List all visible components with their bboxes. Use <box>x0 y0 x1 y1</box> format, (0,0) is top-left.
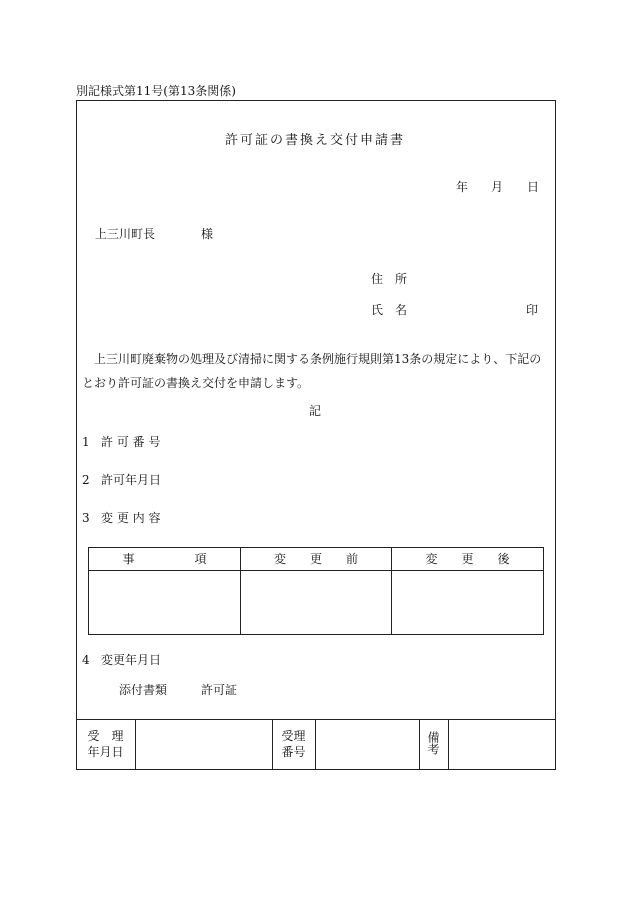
change-table-cell-after[interactable] <box>392 571 543 634</box>
seal-mark: 印 <box>526 303 539 317</box>
attachment-label: 添付書類 <box>119 683 168 697</box>
item-1-label: 許 可 番 号 <box>101 435 161 449</box>
receipt-date-label-line1: 受 理 <box>87 729 124 743</box>
item-3-label: 変 更 内 容 <box>101 511 161 525</box>
receipt-number-label-line2: 番号 <box>281 745 306 759</box>
footer-divider-2 <box>272 719 273 770</box>
date-month-label: 月 <box>491 180 504 194</box>
body-paragraph: 上三川町廃棄物の処理及び清掃に関する条例施行規則第13条の規定により、下記のとおり許可証の書換え交付を申請します。 <box>82 352 542 390</box>
recipient-honorific: 様 <box>201 227 214 241</box>
receipt-number-label-line1: 受理 <box>281 729 306 743</box>
item-1-number: 1 <box>82 435 90 449</box>
attachment-value: 許可証 <box>201 683 238 697</box>
receipt-date-label-line2: 年月日 <box>87 745 124 759</box>
recipient-name: 上三川町長 <box>95 227 156 241</box>
change-table-header-after: 変 更 後 <box>425 552 510 566</box>
address-label: 住 所 <box>371 272 408 286</box>
ki-heading: 記 <box>308 404 321 418</box>
item-2-number: 2 <box>82 473 90 487</box>
change-table-header-before: 変 更 前 <box>273 552 358 566</box>
item-4-number: 4 <box>82 653 90 667</box>
item-3-number: 3 <box>82 511 90 525</box>
remarks-field[interactable] <box>449 720 556 770</box>
footer-divider-4 <box>419 719 420 770</box>
date-day-label: 日 <box>527 180 540 194</box>
form-reference: 別記様式第11号(第13条関係) <box>76 84 236 98</box>
change-table-cell-item[interactable] <box>89 571 240 634</box>
change-table <box>88 547 544 635</box>
document-title: 許可証の書換え交付申請書 <box>224 133 405 148</box>
change-table-header-item: 事 項 <box>122 552 207 566</box>
name-label: 氏 名 <box>371 303 408 317</box>
change-table-cell-before[interactable] <box>241 571 391 634</box>
date-year-label: 年 <box>456 180 469 194</box>
item-4-label: 変更年月日 <box>101 653 162 667</box>
remarks-label: 備考 <box>426 731 440 755</box>
receipt-number-field[interactable] <box>316 720 419 770</box>
item-2-label: 許可年月日 <box>101 473 162 487</box>
receipt-date-field[interactable] <box>136 720 272 770</box>
